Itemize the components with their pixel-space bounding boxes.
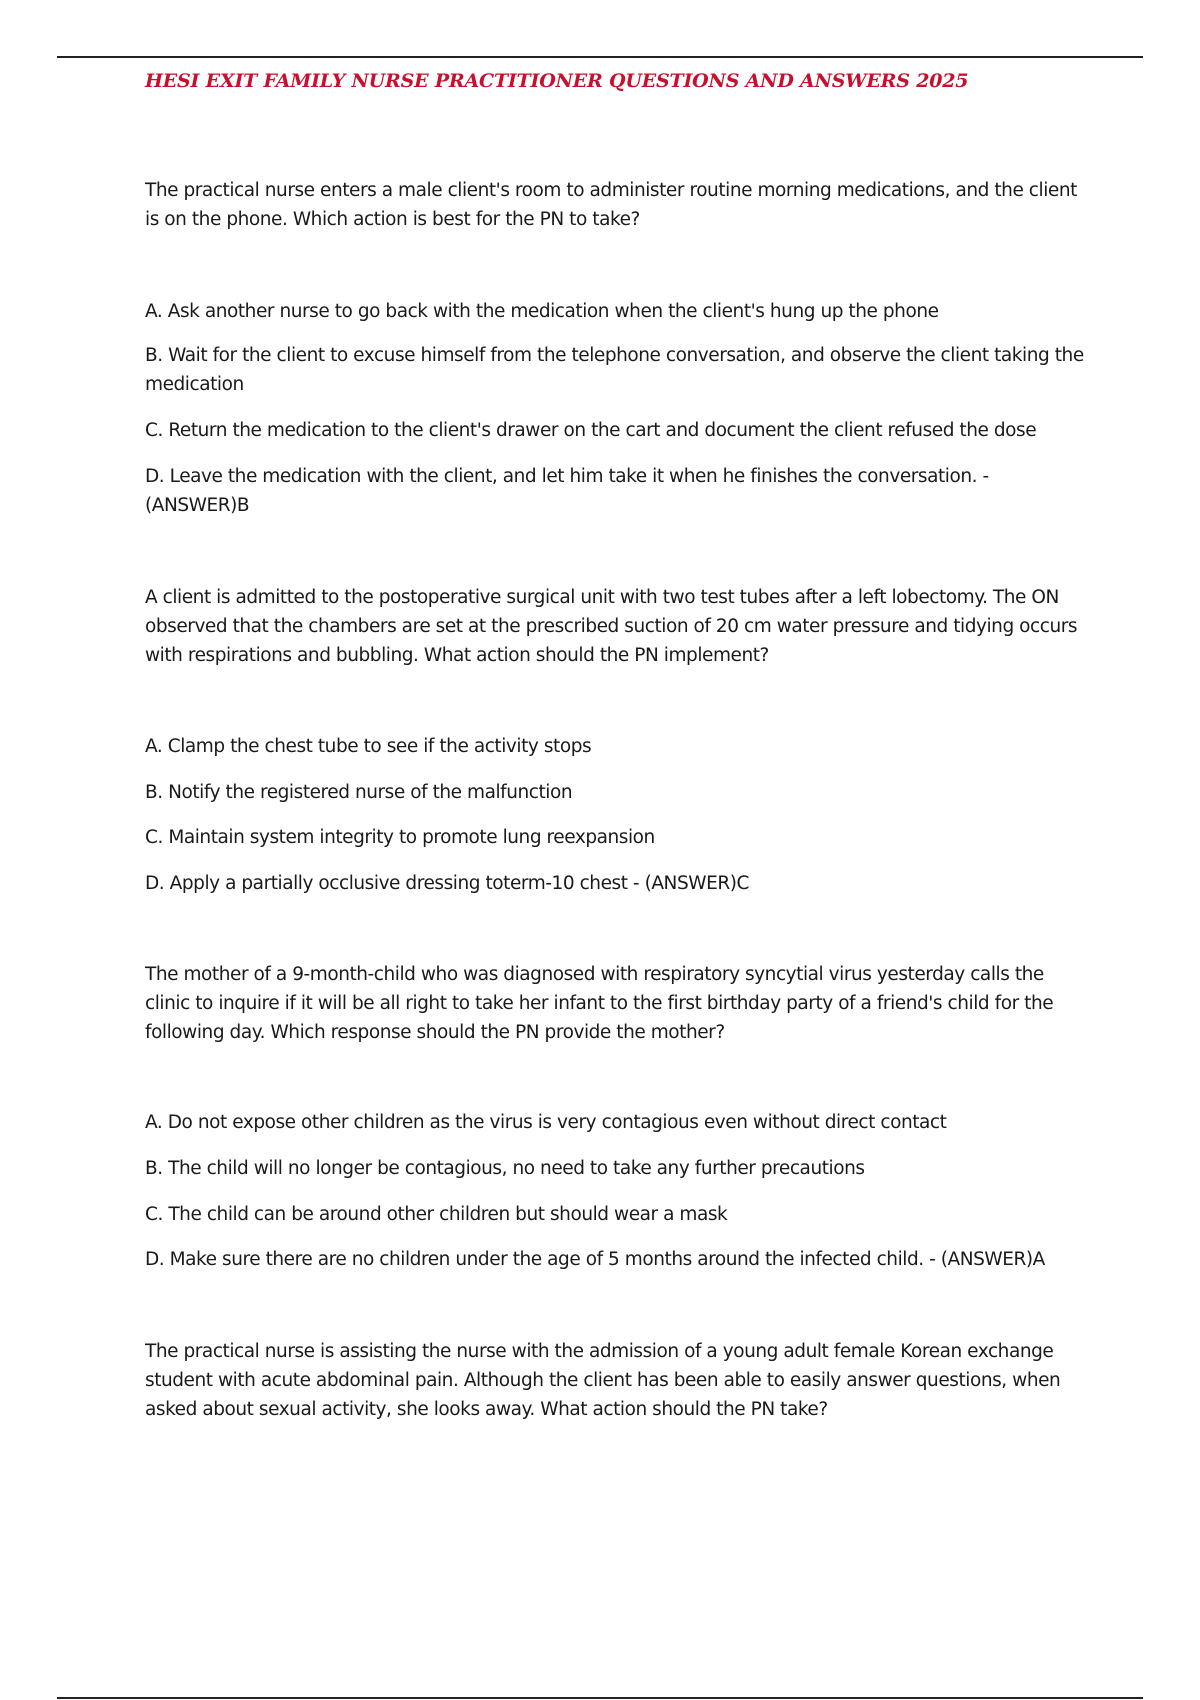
- question-3-option-a: A. Do not expose other children as the virus is very contagious even without direct contact: [145, 1112, 947, 1133]
- question-2-option-d: D. Apply a partially occlusive dressing toterm-10 chest - (ANSWER)C: [145, 873, 749, 894]
- question-1-option-c: C. Return the medication to the client's drawer on the cart and document the client refused the dose: [145, 420, 1037, 441]
- question-3-option-d: D. Make sure there are no children under the age of 5 months around the infected child. - (ANSWER)A: [145, 1249, 1045, 1270]
- bottom-rule: [57, 1697, 1143, 1699]
- question-3-option-b: B. The child will no longer be contagious, no need to take any further precautions: [145, 1158, 865, 1179]
- question-4-stem: The practical nurse is assisting the nurse with the admission of a young adult female Korean exchange student with acute abdominal pain. Although the client has been able to easily answer questions, when asked about sexual activity, she looks away. What action should the PN take?: [145, 1341, 1061, 1420]
- question-3-option-c: C. The child can be around other children but should wear a mask: [145, 1204, 728, 1225]
- question-1-option-a: A. Ask another nurse to go back with the medication when the client's hung up the phone: [145, 301, 939, 322]
- question-2-stem: A client is admitted to the postoperative surgical unit with two test tubes after a left lobectomy. The ON observed that the chambers are set at the prescribed suction of 20 cm water pressure and tidying occurs with respirations and bubbling. What action should the PN implement?: [145, 587, 1078, 666]
- question-2-option-a: A. Clamp the chest tube to see if the activity stops: [145, 736, 592, 757]
- question-1-option-b: B. Wait for the client to excuse himself from the telephone conversation, and observe the client taking the medication: [145, 345, 1084, 395]
- top-rule: [57, 56, 1143, 58]
- question-1-option-d: D. Leave the medication with the client, and let him take it when he finishes the conversation. - (ANSWER)B: [145, 466, 989, 516]
- question-2-option-b: B. Notify the registered nurse of the malfunction: [145, 782, 573, 803]
- document-title: HESI EXIT FAMILY NURSE PRACTITIONER QUESTIONS AND ANSWERS 2025: [145, 70, 969, 92]
- question-3-stem: The mother of a 9-month-child who was diagnosed with respiratory syncytial virus yesterday calls the clinic to inquire if it will be all right to take her infant to the first birthday party of a friend's child for the following day. Which response should the PN provide the mother?: [145, 964, 1054, 1043]
- question-2-option-c: C. Maintain system integrity to promote lung reexpansion: [145, 827, 655, 848]
- question-1-stem: The practical nurse enters a male client's room to administer routine morning medications, and the client is on the phone. Which action is best for the PN to take?: [145, 180, 1077, 230]
